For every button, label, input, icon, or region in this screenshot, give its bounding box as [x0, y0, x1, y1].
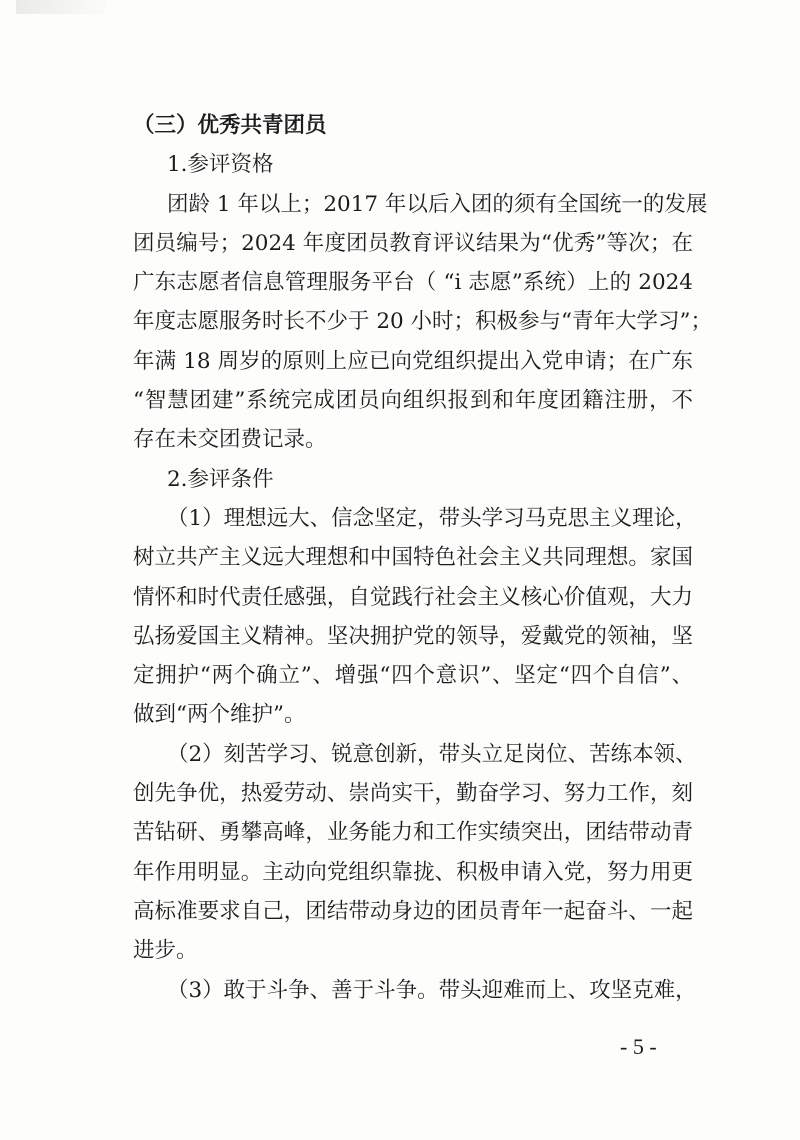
paragraph-line: 情怀和时代责任感强，自觉践行社会主义核心价值观，大力 [133, 584, 693, 610]
page-number: - 5 - [620, 1034, 657, 1059]
subsection-title-eligibility: 1.参评资格 [167, 152, 274, 178]
document-body [133, 106, 713, 1010]
paragraph-line: 年度志愿服务时长不少于 20 小时；积极参与“青年大学习”； [133, 309, 713, 335]
paragraph-line: 做到“两个维护”。 [133, 702, 306, 728]
paragraph-line: 创先争优，热爱劳动、崇尚实干，勤奋学习、努力工作，刻 [133, 781, 693, 807]
paragraph-line: 团员编号；2024 年度团员教育评议结果为“优秀”等次；在 [133, 230, 693, 256]
paragraph-line: “智慧团建”系统完成团员向组织报到和年度团籍注册，不 [133, 388, 693, 414]
paragraph-line: 树立共产主义远大理想和中国特色社会主义共同理想。家国 [133, 545, 693, 571]
subsection-title-conditions: 2.参评条件 [167, 466, 274, 492]
paragraph-line: （2）刻苦学习、锐意创新，带头立足岗位、苦练本领、 [167, 741, 697, 767]
section-heading: （三）优秀共青团员 [133, 113, 327, 138]
paragraph-line: 广东志愿者信息管理服务平台（ “i 志愿”系统）上的 2024 [133, 270, 693, 296]
paragraph-line: （3）敢于斗争、善于斗争。带头迎难而上、攻坚克难， [167, 977, 697, 1003]
paragraph-line: 团龄 1 年以上；2017 年以后入团的须有全国统一的发展 [167, 191, 708, 217]
paragraph-line: 定拥护“两个确立”、增强“四个意识”、坚定“四个自信”、 [133, 663, 693, 689]
paragraph-line: 苦钻研、勇攀高峰，业务能力和工作实绩突出，团结带动青 [133, 820, 693, 846]
paragraph-line: 年满 18 周岁的原则上应已向党组织提出入党申请；在广东 [133, 348, 693, 374]
paragraph-line: 高标准要求自己，团结带动身边的团员青年一起奋斗、一起 [133, 898, 693, 924]
paragraph-line: （1）理想远大、信念坚定，带头学习马克思主义理论， [167, 505, 697, 531]
paragraph-line: 弘扬爱国主义精神。坚决拥护党的领导，爱戴党的领袖，坚 [133, 623, 693, 649]
paragraph-line: 年作用明显。主动向党组织靠拢、积极申请入党，努力用更 [133, 859, 693, 885]
scan-artifact [16, 0, 106, 14]
paragraph-line: 进步。 [133, 938, 198, 964]
paragraph-line: 存在未交团费记录。 [133, 427, 327, 453]
